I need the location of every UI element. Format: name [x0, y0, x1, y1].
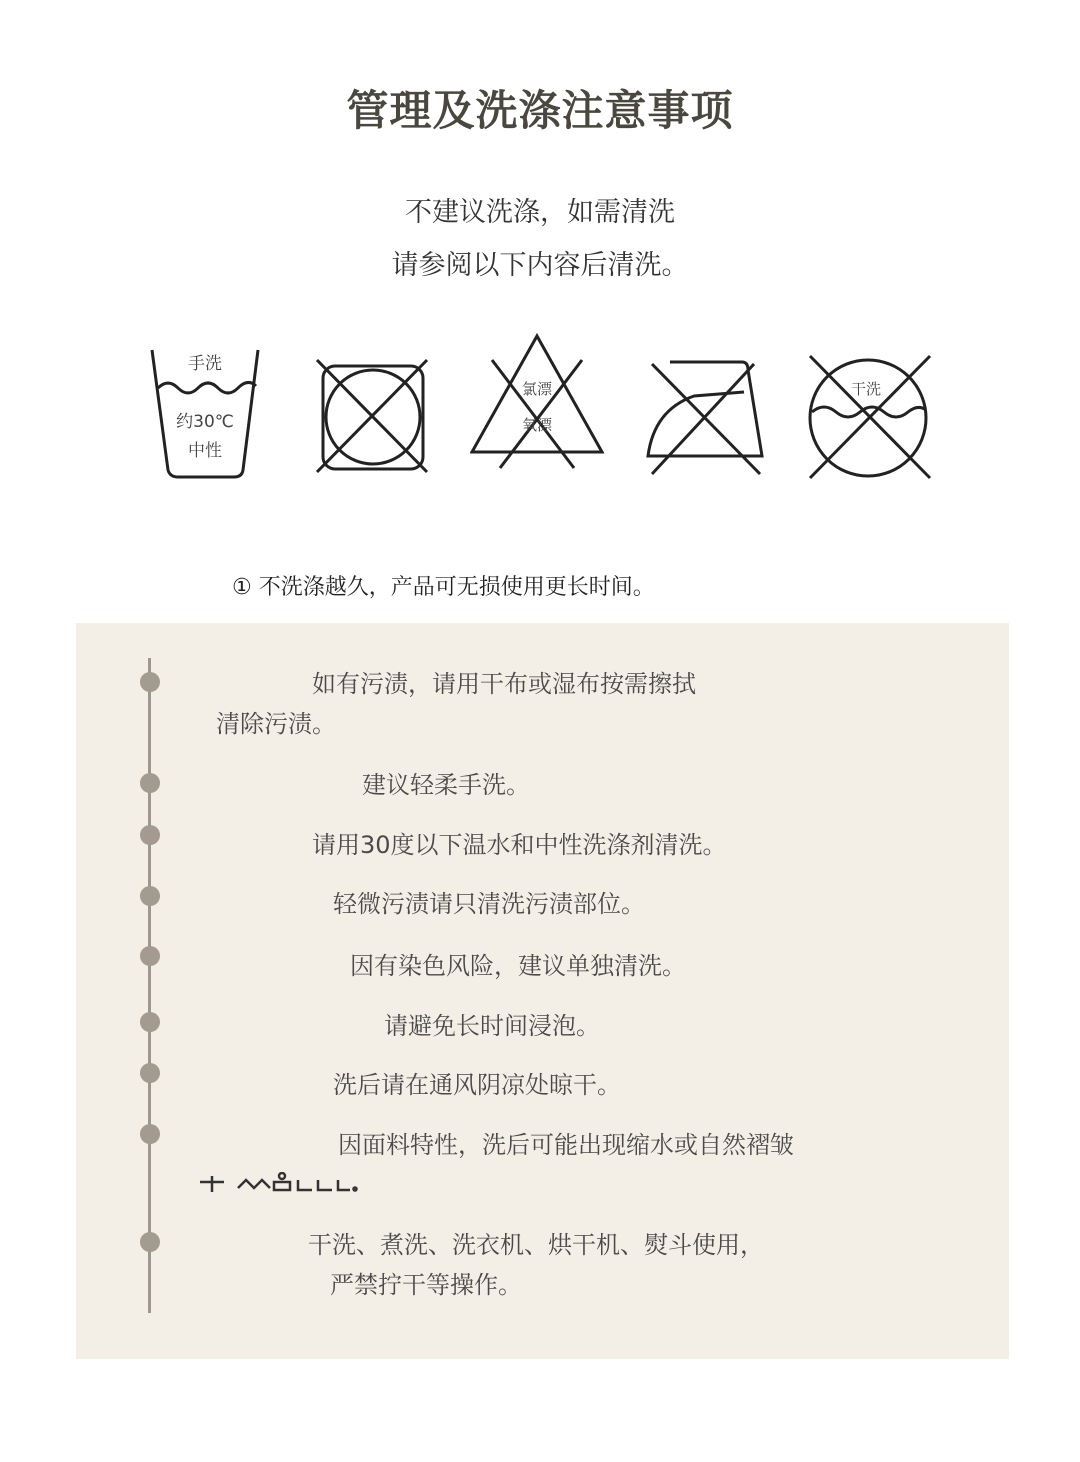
timeline-line	[148, 658, 151, 1313]
timeline-dot	[140, 1063, 160, 1083]
oxygen-bleach-label: 氧漂	[521, 416, 553, 434]
page-title: 管理及洗涤注意事项	[346, 86, 734, 135]
instruction-2: 建议轻柔手洗。	[362, 771, 530, 799]
neutral-detergent-label: 中性	[188, 441, 222, 461]
instruction-1-line-1: 如有污渍，请用干布或湿布按需擦拭	[312, 670, 696, 698]
hand-wash-icon	[148, 330, 263, 480]
instruction-5: 因有染色风险，建议单独清洗。	[350, 952, 686, 980]
no-iron-icon	[644, 330, 769, 480]
timeline-dot	[140, 1232, 160, 1252]
instruction-6: 请避免长时间浸泡。	[384, 1012, 600, 1040]
instruction-9-line-2: 严禁拧干等操作。	[330, 1271, 522, 1299]
instruction-4: 轻微污渍请只清洗污渍部位。	[333, 890, 645, 918]
no-dry-clean-icon	[806, 330, 936, 480]
timeline-dot	[140, 1124, 160, 1144]
timeline-dot	[140, 672, 160, 692]
no-bleach-icon	[470, 330, 605, 480]
instruction-7: 洗后请在通风阴凉处晾干。	[333, 1071, 621, 1099]
timeline-dot	[140, 886, 160, 906]
timeline-dot	[140, 946, 160, 966]
timeline-dot	[140, 1012, 160, 1032]
hand-wash-label: 手洗	[188, 354, 222, 374]
instruction-1-line-2: 清除污渍。	[216, 710, 336, 738]
no-tumble-dry-icon	[313, 330, 433, 480]
timeline-dot	[140, 773, 160, 793]
instruction-8: 因面料特性，洗后可能出现缩水或自然褶皱	[338, 1131, 794, 1159]
dry-clean-label: 干洗	[850, 380, 882, 398]
subtitle-line-2: 请参阅以下内容后清洗。	[391, 250, 689, 281]
instruction-3: 请用30度以下温水和中性洗涤剂清洗。	[312, 831, 727, 859]
chlorine-bleach-label: 氯漂	[521, 380, 553, 398]
temperature-label: 约30℃	[176, 412, 234, 432]
care-symbols	[0, 330, 1080, 490]
instruction-9-line-1: 干洗、煮洗、洗衣机、烘干机、熨斗使用，	[308, 1231, 764, 1259]
subtitle-line-1: 不建议洗涤，如需清洗	[405, 197, 675, 228]
care-note: ① 不洗涤越久，产品可无损使用更长时间。	[232, 575, 655, 600]
timeline-dot	[140, 825, 160, 845]
cropped-text-fragment	[198, 1172, 358, 1197]
